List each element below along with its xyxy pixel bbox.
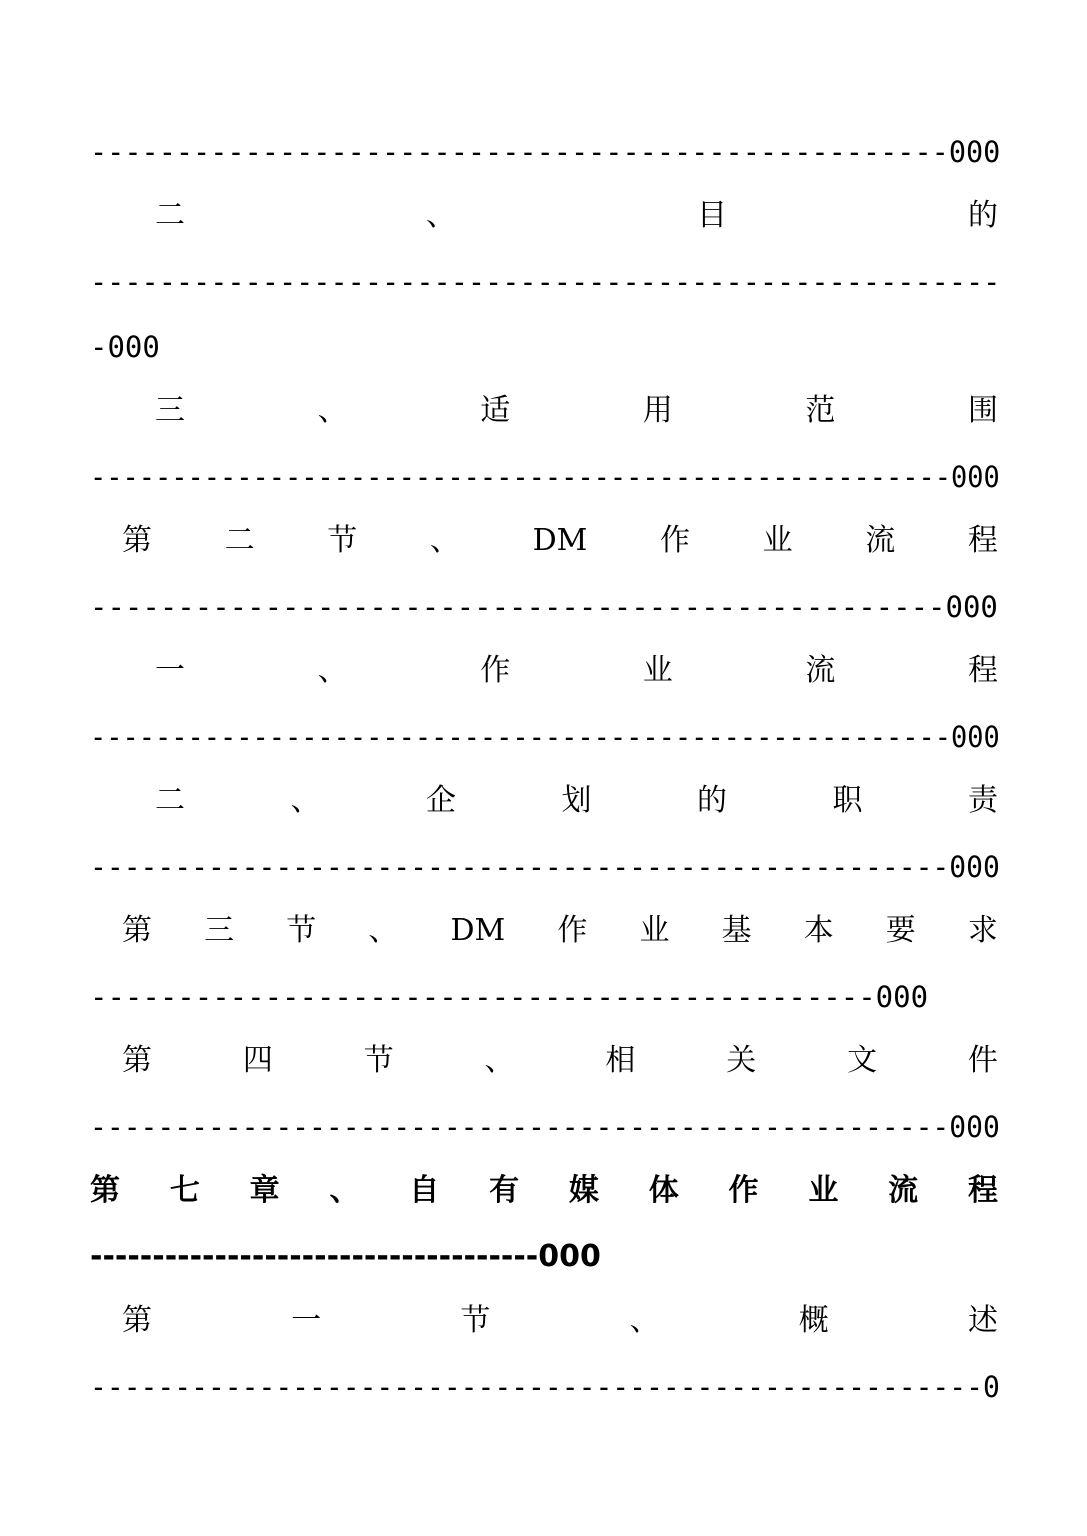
toc-leader-chapter: ------------------------------------000	[90, 1239, 601, 1274]
toc-char: 程	[967, 653, 998, 688]
toc-char: 要	[885, 913, 916, 948]
toc-leader: -----------------------------------------------------000	[90, 460, 1000, 494]
toc-char: 章	[249, 1173, 280, 1208]
toc-char: 作	[728, 1173, 759, 1208]
toc-char: 三	[155, 393, 185, 428]
toc-char: 三	[204, 913, 235, 948]
toc-char: 职	[832, 783, 863, 818]
toc-char: 范	[805, 393, 836, 428]
toc-leader: ---------------------------------------------000	[90, 980, 929, 1014]
toc-char: 作	[480, 653, 511, 688]
toc-char: 第	[90, 1173, 120, 1208]
toc-char: 相	[605, 1043, 636, 1078]
toc-char: 节	[286, 913, 317, 948]
toc-leader: --------------------------------------------------000	[90, 135, 1001, 169]
toc-char: 的	[697, 783, 727, 818]
toc-char: 、	[429, 523, 460, 558]
toc-char: 业	[639, 913, 670, 948]
toc-char: 的	[968, 198, 998, 233]
toc-char: 一	[291, 1303, 322, 1338]
toc-entry-purpose	[155, 194, 998, 238]
toc-char: 、	[426, 198, 456, 233]
toc-char: 业	[642, 653, 673, 688]
toc-char: 关	[726, 1043, 757, 1078]
toc-char: 划	[561, 783, 592, 818]
toc-char: 业	[762, 523, 793, 558]
toc-entry-chapter-7	[90, 1169, 998, 1213]
toc-char: 责	[968, 783, 998, 818]
toc-char: 适	[480, 393, 511, 428]
toc-leader: -----------------------------------------------------	[90, 265, 1001, 299]
toc-leader: -----------------------------------------------------000	[90, 720, 1000, 754]
toc-char: 作	[557, 913, 588, 948]
toc-char: 基	[721, 913, 752, 948]
toc-char: 求	[967, 913, 998, 948]
toc-char: 自	[409, 1173, 440, 1208]
toc-char: 第	[122, 1303, 152, 1338]
toc-char: 概	[798, 1303, 829, 1338]
toc-char: 程	[967, 1173, 998, 1208]
toc-char: 二	[155, 783, 185, 818]
toc-entry-section-3	[122, 909, 998, 953]
toc-char: 节	[460, 1303, 491, 1338]
toc-char: 、	[484, 1043, 515, 1078]
toc-char: 流	[888, 1173, 919, 1208]
toc-entry-scope	[155, 389, 998, 433]
toc-char: 二	[224, 523, 255, 558]
toc-char: 四	[242, 1043, 273, 1078]
toc-char: 文	[847, 1043, 878, 1078]
toc-char: 第	[122, 523, 152, 558]
toc-leader: -000	[90, 330, 160, 364]
toc-leader: ---------------------------------------------------000	[90, 1110, 1000, 1144]
toc-char: 一	[155, 653, 185, 688]
toc-leader: -----------------------------------------------------0	[90, 1370, 1000, 1404]
toc-char: 、	[329, 1173, 360, 1208]
toc-char: 媒	[568, 1173, 599, 1208]
toc-entry-duties	[155, 779, 998, 823]
toc-char: DM	[532, 523, 588, 558]
toc-char: 围	[967, 393, 998, 428]
toc-char: 第	[122, 1043, 152, 1078]
toc-char: 述	[967, 1303, 998, 1338]
toc-char: 流	[805, 653, 836, 688]
toc-char: 本	[803, 913, 834, 948]
toc-entry-section-4	[122, 1039, 998, 1083]
toc-char: 企	[426, 783, 456, 818]
toc-char: 程	[967, 523, 998, 558]
toc-char: 件	[967, 1043, 998, 1078]
toc-entry-section-2	[122, 519, 998, 563]
toc-char: 二	[155, 198, 185, 233]
toc-char: 、	[317, 393, 348, 428]
toc-char: 有	[489, 1173, 520, 1208]
toc-char: 七	[169, 1173, 200, 1208]
toc-char: DM	[450, 913, 506, 948]
toc-entry-overview	[122, 1299, 998, 1343]
toc-char: 第	[122, 913, 152, 948]
toc-leader: -------------------------------------------------000	[90, 590, 998, 624]
toc-char: 流	[865, 523, 896, 558]
toc-char: 节	[327, 523, 358, 558]
toc-char: 作	[659, 523, 690, 558]
toc-entry-workflow	[155, 649, 998, 693]
toc-char: 节	[363, 1043, 394, 1078]
toc-char: 、	[317, 653, 348, 688]
toc-char: 目	[697, 198, 727, 233]
toc-char: 用	[642, 393, 673, 428]
toc-char: 业	[808, 1173, 839, 1208]
toc-char: 、	[290, 783, 321, 818]
toc-leader: ---------------------------------------------------000	[90, 850, 1000, 884]
toc-char: 、	[368, 913, 399, 948]
toc-char: 、	[629, 1303, 660, 1338]
toc-char: 体	[648, 1173, 679, 1208]
